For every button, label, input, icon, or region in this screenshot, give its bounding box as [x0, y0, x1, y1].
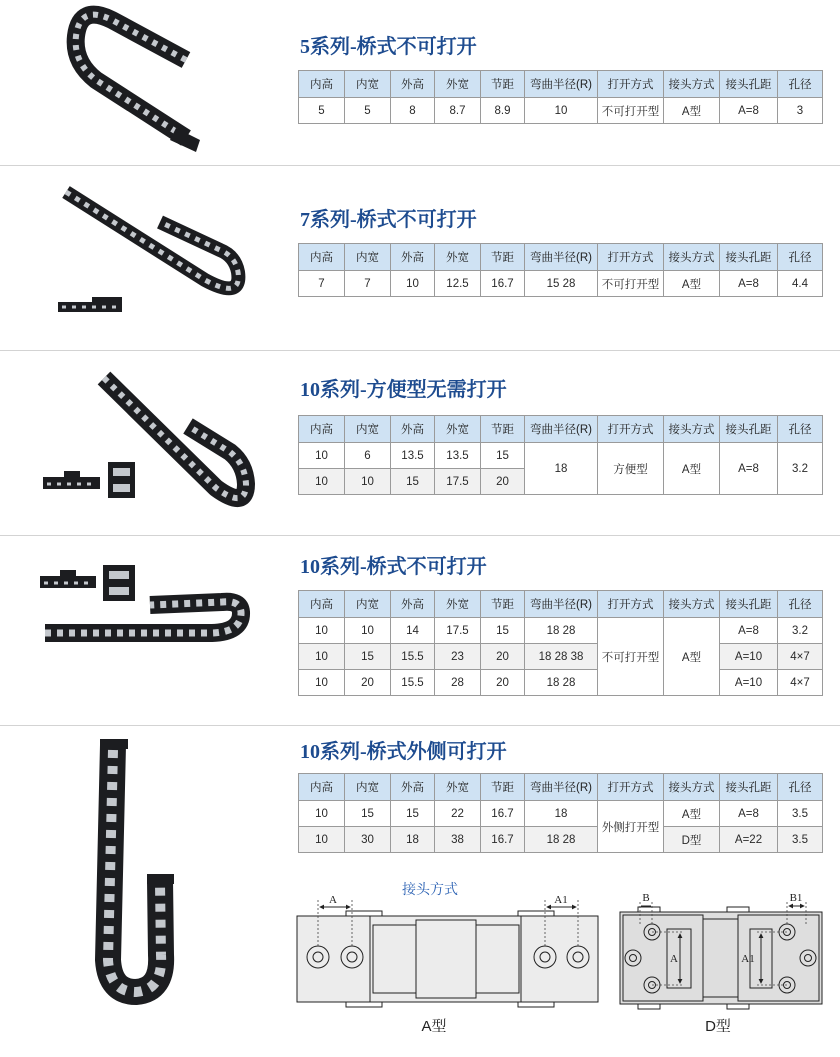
product-section-5-series	[0, 0, 840, 165]
spec-table	[298, 70, 823, 124]
cell-outer-width: 22	[435, 801, 481, 827]
spec-table	[298, 590, 823, 696]
dim-label: A1	[741, 953, 755, 965]
col-header-connector-type: 接头方式	[664, 71, 720, 98]
col-header-connector-type: 接头方式	[664, 591, 720, 618]
cell-outer-width: 38	[435, 827, 481, 853]
cell-connector-type: A型	[664, 98, 720, 124]
col-header-inner-height: 内高	[299, 244, 345, 271]
cell-hole-spacing: A=10	[720, 644, 778, 670]
col-header-hole-diameter: 孔径	[778, 591, 823, 618]
cell-bend-radius: 18	[525, 443, 598, 495]
cell-opening-type: 外侧打开型	[598, 801, 664, 853]
cell-bend-radius: 18 28	[525, 670, 598, 696]
col-header-bend-radius: 弯曲半径(R)	[525, 244, 598, 271]
col-header-bend-radius: 弯曲半径(R)	[525, 71, 598, 98]
col-header-pitch: 节距	[481, 71, 525, 98]
cell-inner-height: 10	[299, 469, 345, 495]
cell-connector-type: A型	[664, 271, 720, 297]
table-header-row	[299, 71, 823, 98]
cell-outer-height: 15.5	[391, 670, 435, 696]
dim-label: A	[670, 953, 678, 965]
cell-inner-height: 10	[299, 443, 345, 469]
col-header-hole-spacing: 接头孔距	[720, 71, 778, 98]
cell-inner-height: 10	[299, 618, 345, 644]
cell-inner-height: 5	[299, 98, 345, 124]
product-section-10-series-outer-open	[0, 726, 840, 1057]
cell-outer-width: 28	[435, 670, 481, 696]
col-header-outer-height: 外高	[391, 244, 435, 271]
col-header-pitch: 节距	[481, 774, 525, 801]
cell-hole-diameter: 3.5	[778, 827, 823, 853]
table-row	[299, 98, 823, 124]
cell-pitch: 16.7	[481, 827, 525, 853]
spec-table	[298, 243, 823, 297]
col-header-pitch: 节距	[481, 416, 525, 443]
cell-hole-diameter: 3.2	[778, 443, 823, 495]
table-row	[299, 801, 823, 827]
col-header-outer-height: 外高	[391, 591, 435, 618]
cell-connector-type: A型	[664, 801, 720, 827]
cell-inner-width: 30	[345, 827, 391, 853]
col-header-pitch: 节距	[481, 244, 525, 271]
table-row	[299, 271, 823, 297]
col-header-outer-width: 外宽	[435, 244, 481, 271]
col-header-pitch: 节距	[481, 591, 525, 618]
cell-hole-diameter: 4.4	[778, 271, 823, 297]
col-header-bend-radius: 弯曲半径(R)	[525, 591, 598, 618]
cell-inner-width: 10	[345, 469, 391, 495]
col-header-connector-type: 接头方式	[664, 244, 720, 271]
table-header-row	[299, 774, 823, 801]
col-header-inner-width: 内宽	[345, 774, 391, 801]
col-header-opening-type: 打开方式	[598, 591, 664, 618]
cell-hole-spacing: A=8	[720, 618, 778, 644]
connector-type-a-label: A型	[421, 1018, 447, 1035]
cell-bend-radius: 18	[525, 801, 598, 827]
cell-bend-radius: 18 28	[525, 827, 598, 853]
spec-table	[298, 773, 823, 853]
cell-hole-spacing: A=8	[720, 443, 778, 495]
col-header-opening-type: 打开方式	[598, 71, 664, 98]
cell-outer-width: 17.5	[435, 469, 481, 495]
table-row	[299, 670, 823, 696]
col-header-opening-type: 打开方式	[598, 774, 664, 801]
dim-label: A	[329, 894, 337, 906]
cell-pitch: 8.9	[481, 98, 525, 124]
col-header-hole-diameter: 孔径	[778, 774, 823, 801]
cell-hole-spacing: A=8	[720, 98, 778, 124]
drag-chain-photo	[0, 166, 290, 350]
col-header-hole-spacing: 接头孔距	[720, 416, 778, 443]
drag-chain-photo	[0, 0, 290, 165]
table-row	[299, 443, 823, 469]
col-header-inner-height: 内高	[299, 591, 345, 618]
cell-hole-diameter: 3	[778, 98, 823, 124]
cell-bend-radius: 10	[525, 98, 598, 124]
cell-pitch: 20	[481, 644, 525, 670]
cell-inner-height: 7	[299, 271, 345, 297]
table-header-row	[299, 416, 823, 443]
col-header-outer-width: 外宽	[435, 416, 481, 443]
cell-hole-spacing: A=8	[720, 801, 778, 827]
product-section-10-series-bridge	[0, 536, 840, 725]
cell-inner-width: 6	[345, 443, 391, 469]
cell-outer-width: 12.5	[435, 271, 481, 297]
col-header-hole-spacing: 接头孔距	[720, 244, 778, 271]
cell-pitch: 15	[481, 618, 525, 644]
dim-label: A1	[554, 894, 568, 906]
col-header-outer-height: 外高	[391, 71, 435, 98]
col-header-outer-width: 外宽	[435, 774, 481, 801]
cell-outer-height: 8	[391, 98, 435, 124]
table-header-row	[299, 244, 823, 271]
col-header-hole-diameter: 孔径	[778, 416, 823, 443]
section-title: 10系列-方便型无需打开	[300, 379, 507, 401]
cell-opening-type: 不可打开型	[598, 271, 664, 297]
col-header-outer-width: 外宽	[435, 71, 481, 98]
cell-opening-type: 方便型	[598, 443, 664, 495]
col-header-inner-width: 内宽	[345, 591, 391, 618]
col-header-hole-diameter: 孔径	[778, 71, 823, 98]
col-header-hole-spacing: 接头孔距	[720, 774, 778, 801]
col-header-opening-type: 打开方式	[598, 244, 664, 271]
cell-inner-width: 15	[345, 644, 391, 670]
cell-hole-diameter: 3.5	[778, 801, 823, 827]
cell-hole-diameter: 3.2	[778, 618, 823, 644]
table-header-row	[299, 591, 823, 618]
cell-outer-height: 13.5	[391, 443, 435, 469]
col-header-connector-type: 接头方式	[664, 774, 720, 801]
cell-hole-diameter: 4×7	[778, 670, 823, 696]
cell-pitch: 16.7	[481, 801, 525, 827]
col-header-outer-width: 外宽	[435, 591, 481, 618]
dim-label: B	[642, 892, 650, 904]
col-header-inner-width: 内宽	[345, 416, 391, 443]
drag-chain-photo	[0, 726, 290, 1057]
cell-connector-type: D型	[664, 827, 720, 853]
section-title: 5系列-桥式不可打开	[300, 36, 477, 58]
cell-outer-width: 17.5	[435, 618, 481, 644]
cell-inner-height: 10	[299, 801, 345, 827]
cell-inner-width: 10	[345, 618, 391, 644]
section-title: 10系列-桥式不可打开	[300, 556, 487, 578]
cell-bend-radius: 15 28	[525, 271, 598, 297]
cell-outer-height: 15.5	[391, 644, 435, 670]
cell-inner-width: 7	[345, 271, 391, 297]
connector-diagrams	[296, 880, 826, 1010]
col-header-inner-width: 内宽	[345, 244, 391, 271]
cell-pitch: 20	[481, 670, 525, 696]
dim-label: B1	[789, 892, 803, 904]
col-header-hole-diameter: 孔径	[778, 244, 823, 271]
drag-chain-photo	[0, 351, 290, 535]
col-header-inner-height: 内高	[299, 774, 345, 801]
cell-outer-width: 23	[435, 644, 481, 670]
connector-type-heading: 接头方式	[402, 881, 458, 897]
col-header-inner-height: 内高	[299, 416, 345, 443]
cell-outer-height: 15	[391, 469, 435, 495]
section-title: 7系列-桥式不可打开	[300, 209, 477, 231]
connector-type-d-diagram	[620, 892, 822, 1009]
product-section-10-series-convenient	[0, 351, 840, 535]
cell-outer-height: 18	[391, 827, 435, 853]
cell-outer-height: 15	[391, 801, 435, 827]
spec-table	[298, 415, 823, 495]
cell-inner-height: 10	[299, 670, 345, 696]
cell-outer-width: 8.7	[435, 98, 481, 124]
col-header-inner-width: 内宽	[345, 71, 391, 98]
cell-inner-width: 20	[345, 670, 391, 696]
col-header-bend-radius: 弯曲半径(R)	[525, 416, 598, 443]
cell-outer-height: 14	[391, 618, 435, 644]
table-row	[299, 618, 823, 644]
cell-inner-width: 5	[345, 98, 391, 124]
cell-hole-spacing: A=22	[720, 827, 778, 853]
cell-outer-height: 10	[391, 271, 435, 297]
product-section-7-series	[0, 166, 840, 350]
connector-type-d-label: D型	[705, 1018, 731, 1035]
cell-opening-type: 不可打开型	[598, 618, 664, 696]
cell-hole-spacing: A=8	[720, 271, 778, 297]
cell-outer-width: 13.5	[435, 443, 481, 469]
section-title: 10系列-桥式外侧可打开	[300, 741, 507, 763]
cell-pitch: 16.7	[481, 271, 525, 297]
col-header-inner-height: 内高	[299, 71, 345, 98]
col-header-connector-type: 接头方式	[664, 416, 720, 443]
table-row	[299, 644, 823, 670]
col-header-hole-spacing: 接头孔距	[720, 591, 778, 618]
col-header-outer-height: 外高	[391, 774, 435, 801]
cell-inner-height: 10	[299, 644, 345, 670]
connector-type-a-diagram	[297, 894, 598, 1007]
col-header-opening-type: 打开方式	[598, 416, 664, 443]
cell-bend-radius: 18 28	[525, 618, 598, 644]
col-header-bend-radius: 弯曲半径(R)	[525, 774, 598, 801]
cell-opening-type: 不可打开型	[598, 98, 664, 124]
cell-connector-type: A型	[664, 618, 720, 696]
table-row	[299, 827, 823, 853]
cell-hole-spacing: A=10	[720, 670, 778, 696]
cell-inner-height: 10	[299, 827, 345, 853]
cell-hole-diameter: 4×7	[778, 644, 823, 670]
cell-bend-radius: 18 28 38	[525, 644, 598, 670]
cell-inner-width: 15	[345, 801, 391, 827]
drag-chain-photo	[0, 536, 290, 725]
col-header-outer-height: 外高	[391, 416, 435, 443]
cell-pitch: 20	[481, 469, 525, 495]
cell-connector-type: A型	[664, 443, 720, 495]
cell-pitch: 15	[481, 443, 525, 469]
